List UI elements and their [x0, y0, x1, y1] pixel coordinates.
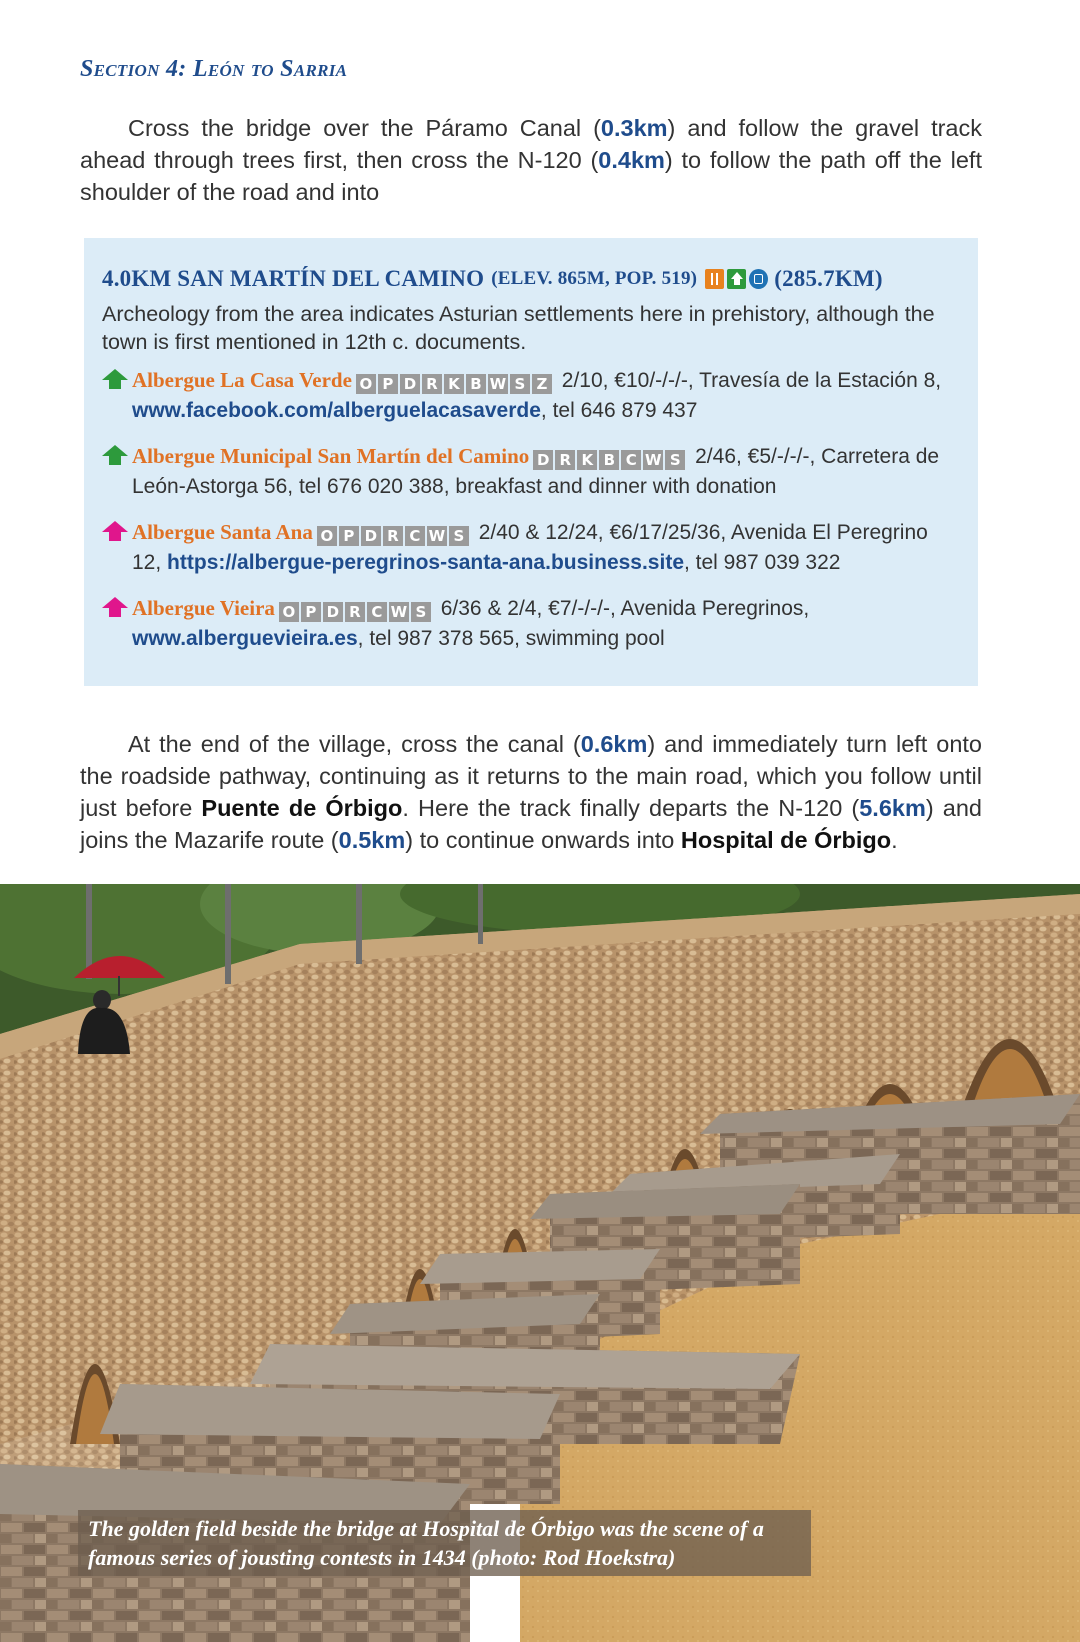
albergue-entry	[102, 518, 960, 577]
albergue-details: 2/40 & 12/24, €6/17/25/36, Avenida El Peregrino 12,	[132, 521, 928, 574]
albergue-icon	[727, 269, 746, 289]
facility-code: W	[645, 451, 662, 469]
albergue-entry	[102, 442, 960, 501]
text: ) and joins the Mazarife route (	[80, 795, 982, 853]
facility-codes	[279, 597, 433, 625]
facility-code: D	[361, 526, 381, 546]
albergue-entry	[102, 366, 960, 425]
municipal-albergue-icon	[102, 521, 128, 541]
text: ) and follow the gravel track ahead through trees first, then cross the N-120 (	[80, 115, 983, 173]
distance-km: 5.6km	[859, 795, 926, 821]
albergue-name: Albergue Vieira	[132, 596, 275, 620]
text: .	[891, 827, 898, 853]
facility-codes	[533, 445, 687, 473]
albergue-phone: , tel 646 879 437	[540, 399, 698, 422]
place-name: Hospital de Órbigo	[680, 827, 892, 853]
facility-code: S	[665, 450, 685, 470]
facility-code: D	[323, 602, 343, 622]
text: ) to continue onwards into	[405, 827, 681, 853]
facility-code: O	[356, 374, 376, 394]
text: ) to follow the path off the left shoulder of the road and into	[80, 147, 982, 205]
facility-code: W	[390, 603, 408, 621]
facility-code: K	[577, 450, 597, 470]
private-albergue-icon	[102, 445, 128, 465]
distance-km: 0.4km	[598, 147, 665, 173]
albergue-details: 2/10, €10/-/-/-, Travesía de la Estación 8,	[561, 369, 942, 392]
facility-code: W	[428, 527, 446, 545]
albergue-details: 6/36 & 2/4, €7/-/-/-, Avenida Peregrinos,	[440, 597, 810, 620]
photo-caption: The golden field beside the bridge at Hospital de Órbigo was the scene of a famous series of jousting contests in 1434 (photo: Rod Hoekstra)	[78, 1510, 811, 1576]
text: ) and immediately turn left onto the roadside pathway, continuing as it returns to the main road, which you follow until just before	[80, 731, 983, 821]
facility-code: W	[489, 375, 507, 393]
facility-codes	[317, 521, 471, 549]
town-elevation: (ELEV. 865M, POP. 519)	[491, 268, 698, 289]
facility-code: P	[339, 526, 359, 546]
facility-code: C	[367, 602, 387, 622]
albergue-entry	[102, 594, 960, 653]
distance-km: 0.6km	[580, 731, 648, 757]
town-name: 4.0KM SAN MARTÍN DEL CAMINO	[102, 266, 485, 291]
facility-code: Z	[532, 374, 552, 394]
albergue-phone: , tel 987 039 322	[684, 551, 841, 574]
facility-code: P	[301, 602, 321, 622]
facility-code: D	[400, 374, 420, 394]
atm-icon	[749, 269, 768, 289]
albergue-name: Albergue Santa Ana	[132, 520, 313, 544]
facility-code: S	[411, 602, 431, 622]
private-albergue-icon	[102, 369, 128, 389]
section-title: Section 4: León to Sarria	[80, 56, 348, 82]
albergue-phone: , tel 987 378 565, swimming pool	[357, 627, 665, 650]
facility-code: R	[422, 374, 442, 394]
albergue-link[interactable]: https://albergue-peregrinos-santa-ana.business.site	[167, 551, 684, 574]
facility-code: O	[279, 602, 299, 622]
text: . Here the track finally departs the N-120 (	[402, 795, 860, 821]
facility-code: K	[444, 374, 464, 394]
remaining-distance: (285.7KM)	[774, 266, 883, 291]
facility-code: B	[599, 450, 619, 470]
text: At the end of the village, cross the canal (	[128, 731, 581, 757]
town-description: Archeology from the area indicates Asturian settlements here in prehistory, although the town is first mentioned in 12th c. documents.	[102, 302, 935, 354]
facility-code: P	[378, 374, 398, 394]
distance-km: 0.3km	[600, 115, 668, 141]
town-info-box	[84, 238, 978, 686]
text: Cross the bridge over the Páramo Canal (	[128, 115, 601, 141]
albergue-details: 2/46, €5/-/-/-, Carretera de León-Astorga 56, tel 676 020 388, breakfast and dinner with donation	[132, 445, 940, 498]
albergue-name: Albergue Municipal San Martín del Camino	[132, 444, 530, 468]
facility-code: R	[345, 602, 365, 622]
facility-code: C	[621, 450, 641, 470]
municipal-albergue-icon	[102, 597, 128, 617]
albergue-name: Albergue La Casa Verde	[132, 368, 352, 392]
restaurant-icon	[705, 269, 724, 289]
facility-codes	[356, 369, 554, 397]
route-paragraph	[80, 728, 982, 856]
facility-code: S	[510, 374, 530, 394]
town-heading	[102, 266, 960, 292]
albergue-link[interactable]: www.facebook.com/alberguelacasaverde	[132, 399, 541, 422]
intro-paragraph	[80, 112, 982, 208]
facility-code: O	[317, 526, 337, 546]
facility-code: R	[383, 526, 403, 546]
facility-code: D	[533, 450, 553, 470]
facility-code: S	[449, 526, 469, 546]
facility-code: C	[405, 526, 425, 546]
distance-km: 0.5km	[338, 827, 406, 853]
facility-code: R	[555, 450, 575, 470]
place-name: Puente de Órbigo	[201, 795, 403, 821]
albergue-link[interactable]: www.alberguevieira.es	[132, 627, 358, 650]
facility-code: B	[466, 374, 486, 394]
